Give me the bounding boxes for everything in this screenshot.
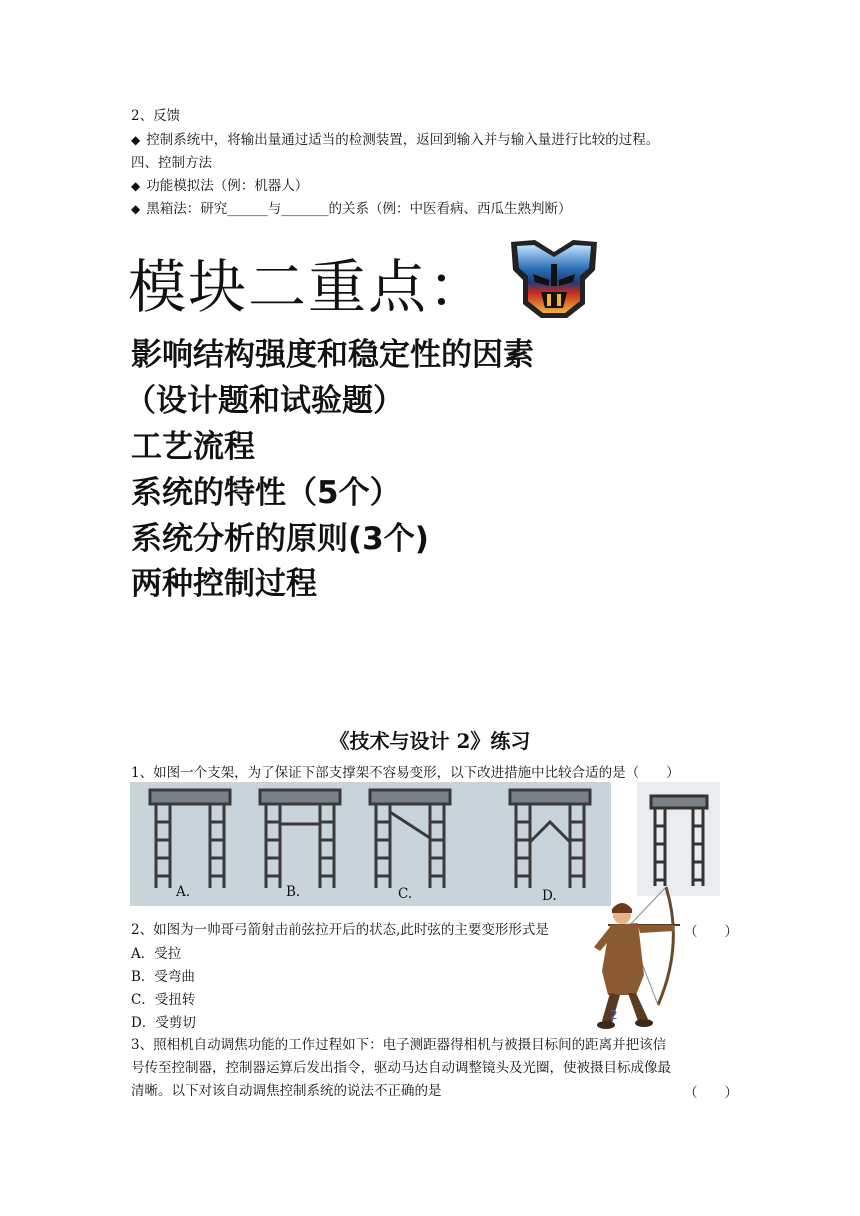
question-2-text: 2、如图为一帅哥弓箭射击前弦拉开后的状态,此时弦的主要变形形式是 [131, 922, 549, 938]
option-c-label: C. [398, 886, 413, 902]
method-1-line [131, 176, 308, 196]
key-point-4: 系统的特性（5个） [131, 475, 401, 511]
option-b-label: B. [286, 884, 301, 900]
question-3-answer-paren: （ ） [684, 1085, 738, 1101]
module-title: 模块二重点： [128, 253, 489, 321]
key-point-1: 影响结构强度和稳定性的因素 [131, 337, 534, 373]
method-2-line [131, 199, 571, 219]
method-1-text: 功能模拟法（例：机器人） [146, 178, 309, 194]
key-point-2: （设计题和试验题） [125, 383, 404, 419]
question-3-line-2: 号传至控制器，控制器运算后发出指令，驱动马达自动调整镜头及光圈，使被摄目标成像最 [131, 1060, 671, 1076]
option-a-label: A. [176, 884, 191, 900]
key-point-3: 工艺流程 [131, 429, 255, 465]
option-d-label: D. [542, 888, 557, 904]
original-frame-image [637, 782, 720, 896]
diamond-bullet-icon: ◆ [131, 179, 141, 193]
question-3-line-3: 清晰。以下对该自动调焦控制系统的说法不正确的是 [131, 1083, 442, 1099]
autobot-logo-icon [505, 236, 603, 322]
methods-heading: 四、控制方法 [131, 155, 212, 171]
key-point-5: 系统分析的原则(3个) [131, 521, 429, 557]
svg-text:2: 2 [610, 1008, 618, 1022]
frames-options-image [130, 782, 611, 906]
question-1-text: 1、如图一个支架，为了保证下部支撑架不容易变形，以下改进措施中比较合适的是（ ） [131, 765, 680, 781]
feedback-heading: 2、反馈 [131, 108, 181, 124]
question-2-option-b: B．受弯曲 [131, 969, 195, 985]
feedback-line [131, 130, 659, 150]
question-2-option-a: A．受拉 [131, 946, 182, 962]
diamond-bullet-icon: ◆ [131, 133, 141, 147]
key-point-6: 两种控制过程 [131, 566, 317, 602]
archer-figure-icon [588, 885, 684, 1033]
question-3-line-1: 3、照相机自动调焦功能的工作过程如下：电子测距器得相机与被摄目标间的距离并把该信 [131, 1037, 667, 1053]
feedback-text: 控制系统中，将输出量通过适当的检测装置，返回到输入并与输入量进行比较的过程。 [146, 132, 660, 148]
question-2-option-c: C．受扭转 [131, 992, 196, 1008]
method-2-text: 黑箱法：研究______与_______的关系（例：中医看病、西瓜生熟判断） [146, 201, 572, 217]
question-2-answer-paren: （ ） [684, 924, 738, 940]
exercise-title: 《技术与设计 2》练习 [329, 729, 531, 753]
question-2-option-d: D．受剪切 [131, 1015, 196, 1031]
diamond-bullet-icon: ◆ [131, 202, 141, 216]
